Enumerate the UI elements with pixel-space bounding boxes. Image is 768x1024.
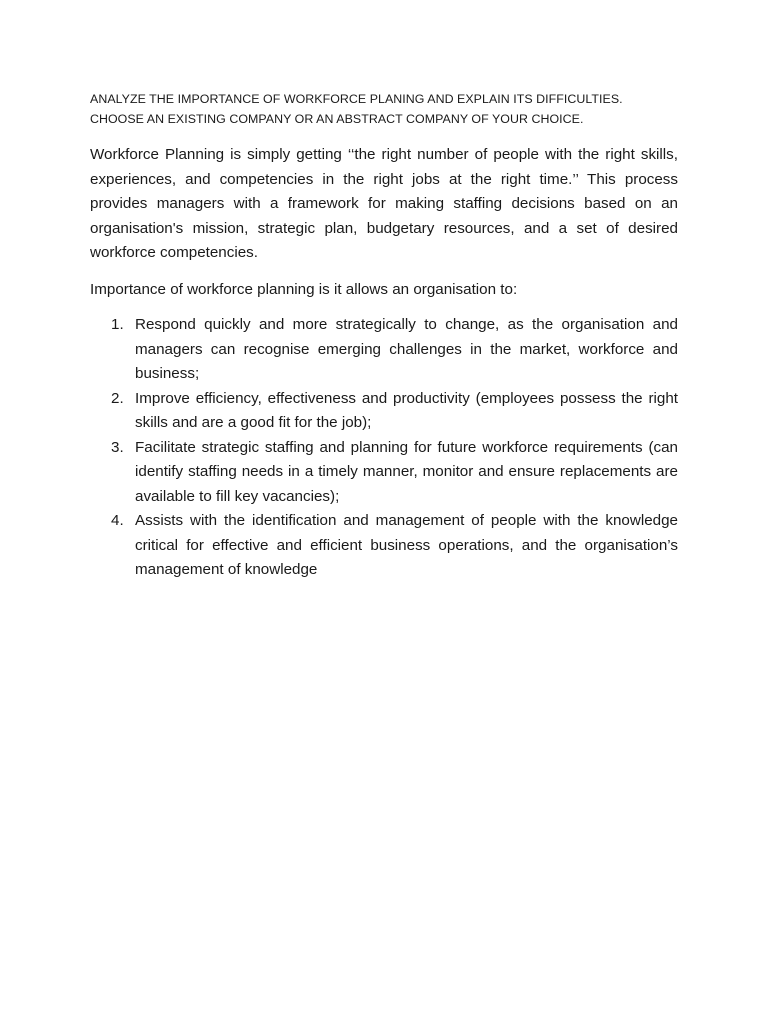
document-page: [90, 89, 678, 583]
list-item-number: 2.: [111, 389, 124, 407]
importance-list: [90, 313, 678, 583]
importance-intro: Importance of workforce planning is it allows an organisation to:: [90, 280, 518, 298]
list-item: [90, 313, 678, 387]
list-item-number: 1.: [111, 316, 124, 333]
list-item: [90, 387, 678, 436]
list-item-number: 3.: [111, 438, 124, 456]
list-item: [90, 509, 678, 583]
list-item-text: Respond quickly and more strategically to change, as the organisation and managers can recognise emerging challenges in the market, workforce and business;: [135, 316, 678, 382]
list-item: [90, 436, 678, 510]
assignment-heading: ANALYZE THE IMPORTANCE OF WORKFORCE PLANING AND EXPLAIN ITS DIFFICULTIES. CHOOSE AN EXISTING COMPANY OR AN ABSTRACT COMPANY OF YOUR CHOICE.: [90, 92, 623, 126]
list-item-text: Assists with the identification and management of people with the knowledge critical for effective and efficient business operations, and the organisation’s management of knowledge: [135, 512, 678, 578]
list-item-text: Facilitate strategic staffing and planning for future workforce requirements (can identify staffing needs in a timely manner, monitor and ensure replacements are available to fill key vacancies);: [135, 438, 678, 505]
list-item-number: 4.: [111, 512, 124, 529]
definition-paragraph: Workforce Planning is simply getting ‘‘the right number of people with the right skills, experiences, and competencies in the right jobs at the right time.’’ This process provides managers with a framework for making staffing decisions based on an organisation's mission, strategic plan, budgetary resources, and a set of desired workforce competencies.: [90, 146, 678, 261]
list-item-text: Improve efficiency, effectiveness and productivity (employees possess the right skills and are a good fit for the job);: [135, 389, 678, 431]
